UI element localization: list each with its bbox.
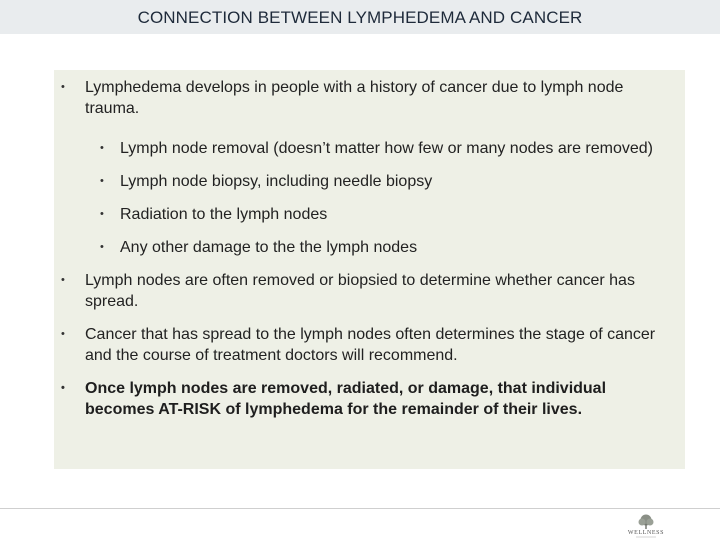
bullet-text-1: Lymphedema develops in people with a history of cancer due to lymph node trauma. <box>85 79 624 117</box>
sub-bullet-4 <box>54 237 679 258</box>
bullet-glyph: • <box>61 382 65 394</box>
bullet-glyph: • <box>100 208 104 220</box>
bullet-item-1 <box>54 77 679 119</box>
bullet-text-4: Once lymph nodes are removed, radiated, or damage, that individual becomes AT-RISK of lymphedema for the remainder of their lives. <box>85 380 607 418</box>
sub-bullet-text-3: Radiation to the lymph nodes <box>120 206 328 223</box>
bullet-glyph: • <box>100 241 104 253</box>
tree-icon <box>618 513 674 539</box>
bullet-item-2 <box>54 270 679 312</box>
bullet-item-3 <box>54 324 679 366</box>
sub-bullet-text-4: Any other damage to the the lymph nodes <box>120 239 418 256</box>
sub-bullet-text-1: Lymph node removal (doesn’t matter how few or many nodes are removed) <box>120 140 653 157</box>
bullet-glyph: • <box>61 274 65 286</box>
bullet-glyph: • <box>61 328 65 340</box>
sub-bullet-3 <box>54 204 679 225</box>
bullet-item-4 <box>54 378 679 420</box>
sub-bullet-text-2: Lymph node biopsy, including needle biopsy <box>120 173 433 190</box>
bullet-text-3: Cancer that has spread to the lymph nodes often determines the stage of cancer and the course of treatment doctors will recommend. <box>85 326 656 364</box>
bullet-list <box>54 77 679 420</box>
sub-bullet-2 <box>54 171 679 192</box>
wellness-logo <box>618 513 674 539</box>
footer-divider <box>0 508 720 509</box>
bullet-text-2: Lymph nodes are often removed or biopsied to determine whether cancer has spread. <box>85 272 635 310</box>
bullet-glyph: • <box>100 142 104 154</box>
bullet-glyph: • <box>61 81 65 93</box>
slide-title: CONNECTION BETWEEN LYMPHEDEMA AND CANCER <box>137 8 583 27</box>
bullet-glyph: • <box>100 175 104 187</box>
content-box <box>54 70 685 469</box>
logo-wordmark: WELLNESS <box>627 530 665 536</box>
sub-bullet-1 <box>54 138 679 159</box>
